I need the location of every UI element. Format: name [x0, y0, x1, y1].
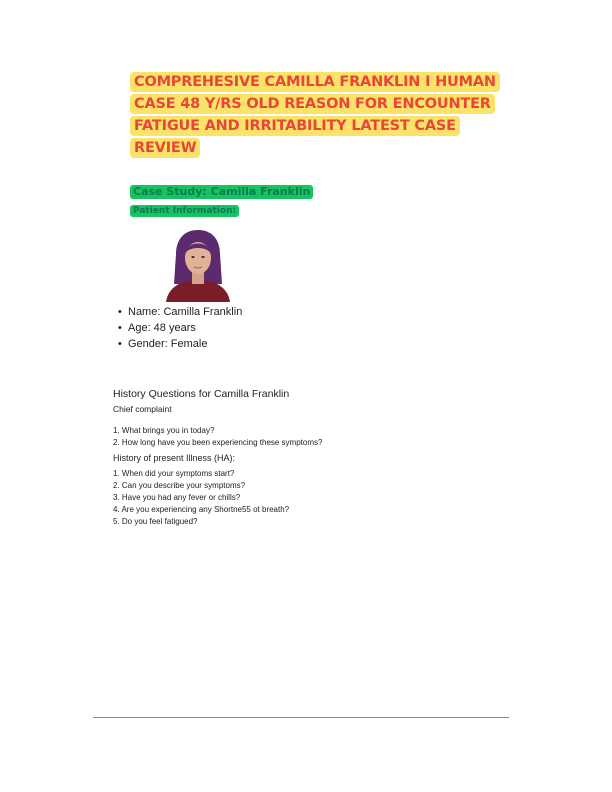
hpi-question-3: 3. Have you had any fever or chills? [113, 493, 241, 502]
chief-question-2: 2. How long have you been experiencing these symptoms? [113, 438, 323, 447]
patient-age: • Age: 48 years [118, 320, 242, 336]
hpi-question-4: 4. Are you experiencing any Shortne55 ot breath? [113, 505, 290, 514]
title-line-1: COMPREHESIVE CAMILLA FRANKLIN I HUMAN [130, 72, 500, 92]
hpi-label: History of present Illness (HA): [113, 453, 236, 463]
patient-gender: • Gender: Female [118, 336, 242, 352]
history-section [113, 388, 473, 528]
document-title [130, 72, 496, 160]
patient-information-label: Patient Information: [130, 205, 239, 217]
title-line-3: FATIGUE AND IRRITABILITY LATEST CASE [130, 116, 460, 136]
case-study-header [130, 182, 313, 218]
patient-name: • Name: Camilla Franklin [118, 304, 242, 320]
history-heading: History Questions for Camilla Franklin [113, 388, 290, 400]
chief-complaint-label: Chief complaint [113, 404, 172, 414]
hpi-question-2: 2. Can you describe your symptoms? [113, 481, 246, 490]
hpi-question-5: 5. Do you feel fatigued? [113, 517, 198, 526]
patient-portrait-icon [162, 228, 234, 302]
footer-divider [93, 717, 509, 718]
patient-avatar-image [162, 228, 234, 302]
title-line-2: CASE 48 Y/RS OLD REASON FOR ENCOUNTER [130, 94, 495, 114]
patient-info-list [118, 304, 242, 352]
title-line-4: REVIEW [130, 138, 200, 158]
hpi-question-1: 1. When did your symptoms start? [113, 469, 235, 478]
case-study-title: Case Study: Camilla Franklin [130, 185, 313, 199]
chief-question-1: 1. What brings you in today? [113, 426, 215, 435]
